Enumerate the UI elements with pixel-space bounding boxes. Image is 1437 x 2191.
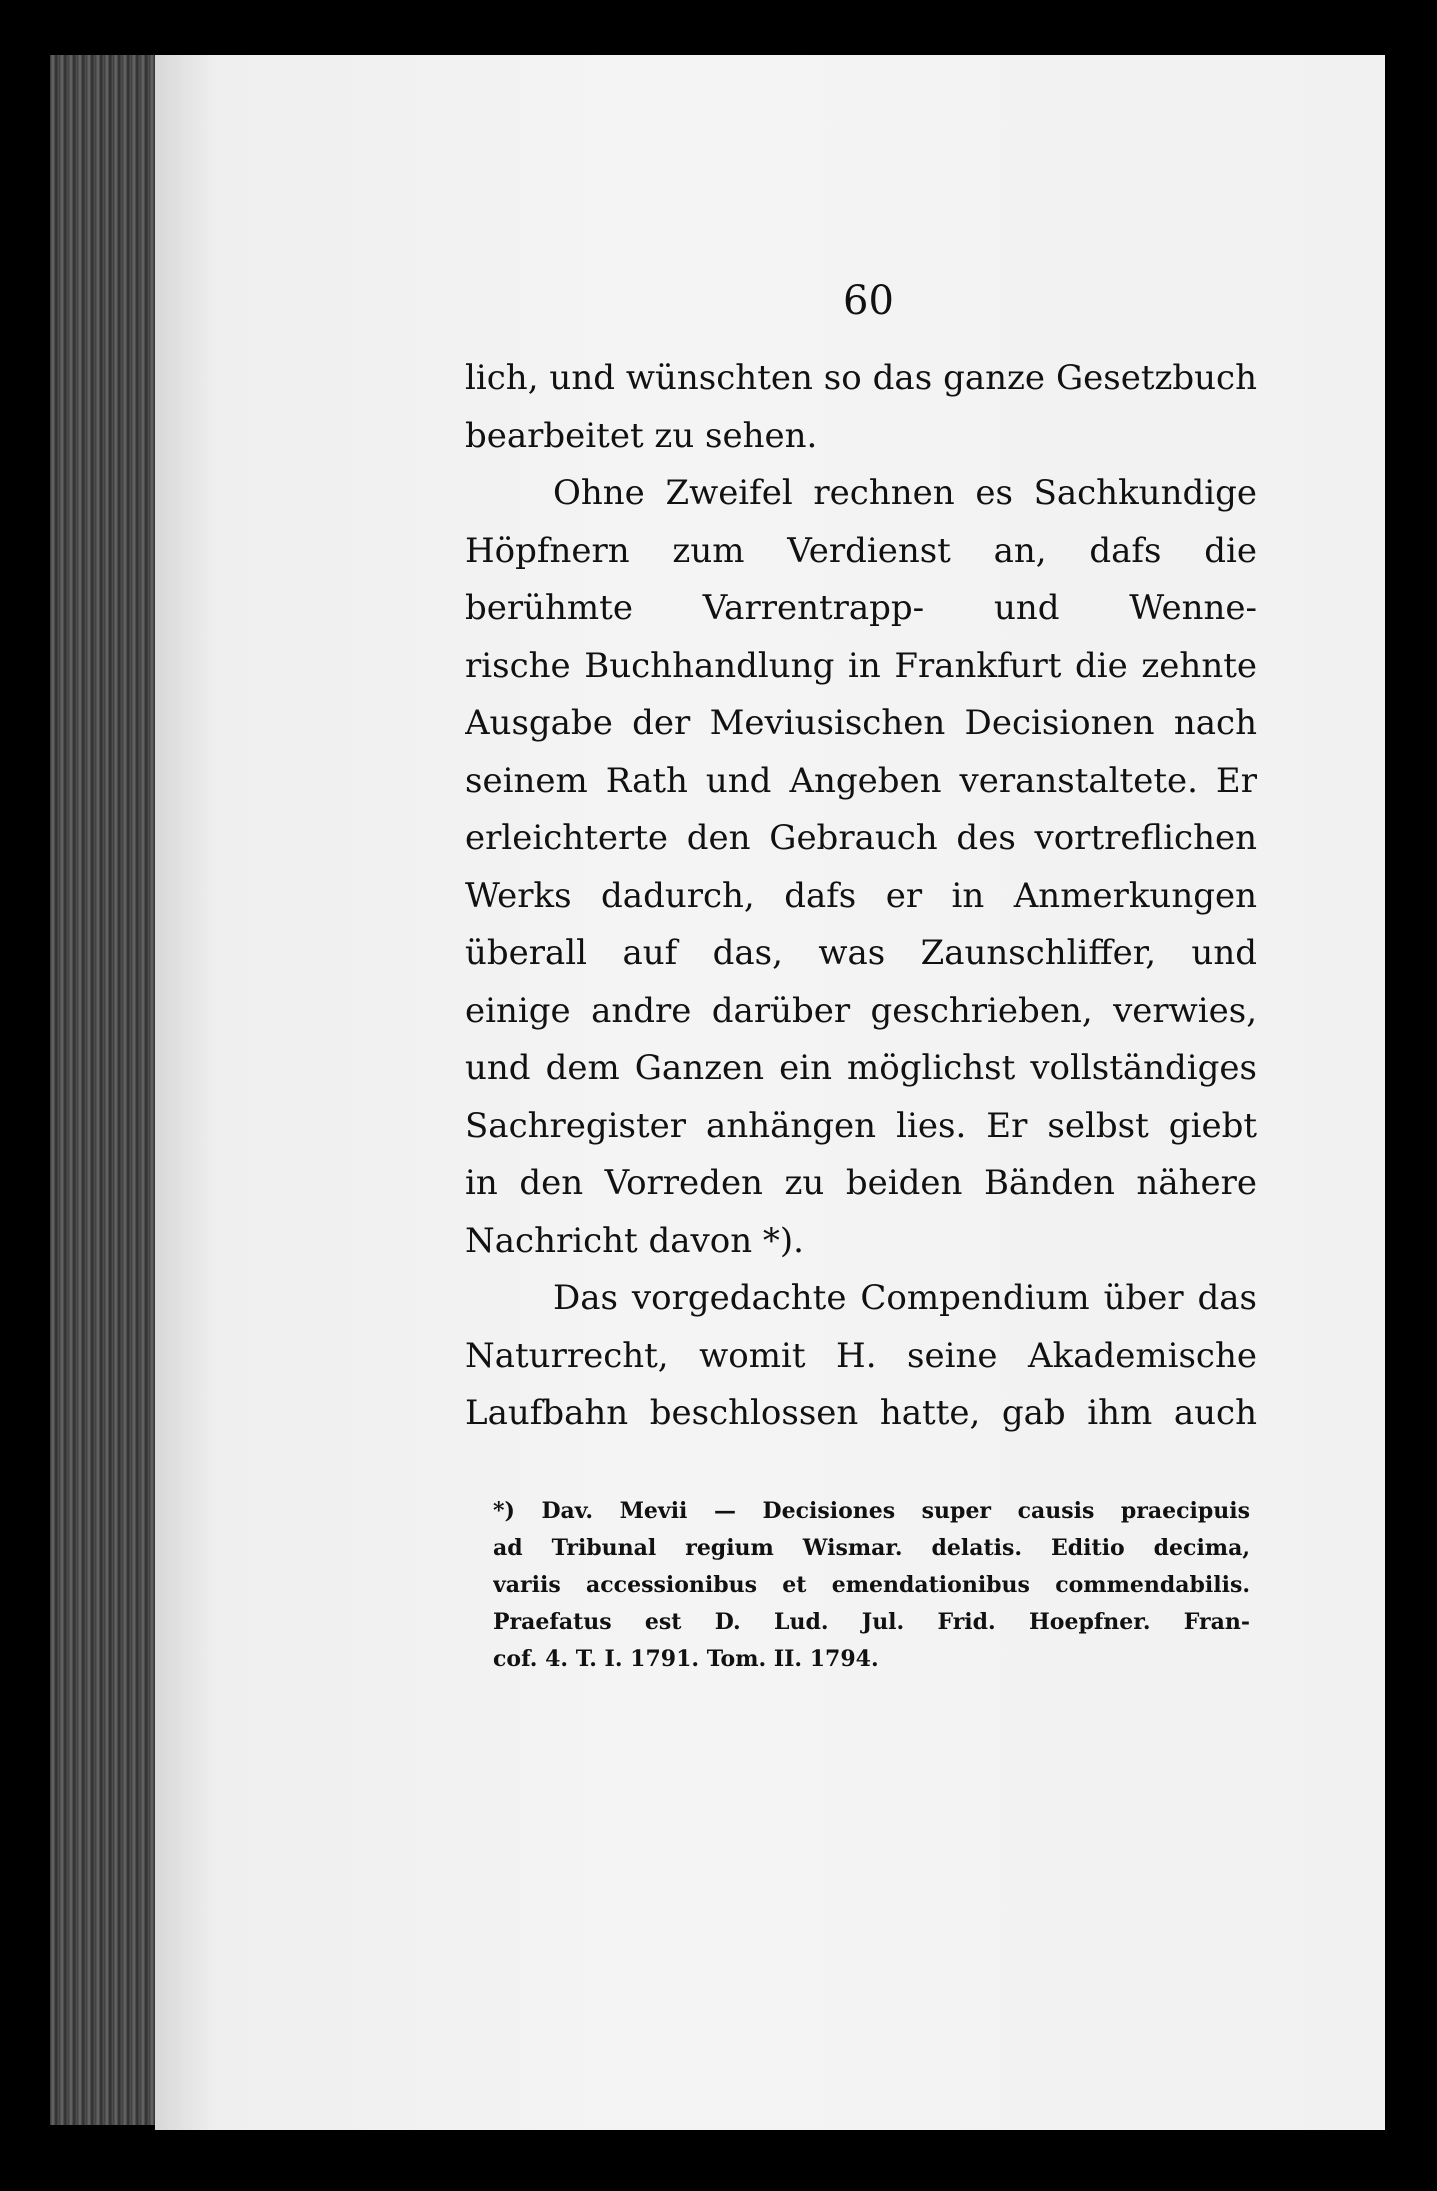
body-line: Werks dadurch, dafs er in Anmerkungen — [465, 875, 1257, 916]
body-line: bearbeitet zu sehen. — [465, 415, 818, 456]
footnote-line: *) Dav. Mevii — Decisiones super causis praecipuis — [493, 1498, 1250, 1524]
book-spine-edge — [50, 55, 160, 2125]
body-line: einige andre darüber geschrieben, verwies, — [465, 990, 1257, 1031]
footnote — [493, 1493, 1250, 1678]
body-line: berühmte Varrentrapp- und Wenne- — [465, 588, 1257, 628]
body-text — [465, 350, 1257, 1443]
body-line: seinem Rath und Angeben veranstaltete. Er — [465, 760, 1257, 801]
body-line: Ohne Zweifel rechnen es Sachkundige — [553, 473, 1257, 513]
body-line: und dem Ganzen ein möglichst vollständiges — [465, 1048, 1257, 1088]
body-line: Sachregister anhängen lies. Er selbst giebt — [465, 1105, 1257, 1146]
footnote-line: ad Tribunal regium Wismar. delatis. Editio decima, — [493, 1535, 1250, 1561]
body-line: überall auf das, was Zaunschliffer, und — [465, 933, 1257, 973]
body-line: in den Vorreden zu beiden Bänden nähere — [465, 1163, 1257, 1203]
body-line: Höpfnern zum Verdienst an, dafs die — [465, 530, 1257, 571]
footnote-line: cof. 4. T. I. 1791. Tom. II. 1794. — [493, 1646, 879, 1672]
body-line: Ausgabe der Meviusischen Decisionen nach — [465, 703, 1257, 743]
body-line: Das vorgedachte Compendium über das — [553, 1278, 1257, 1318]
body-line: Nachricht davon *). — [465, 1220, 804, 1261]
body-line: lich, und wünschten so das ganze Gesetzbuch — [465, 358, 1257, 398]
body-line: erleichterte den Gebrauch des vortreflichen — [465, 818, 1257, 858]
body-line: Laufbahn beschlossen hatte, gab ihm auch — [465, 1393, 1257, 1433]
body-line: rische Buchhandlung in Frankfurt die zehnte — [465, 645, 1257, 686]
page-number: 60 — [843, 278, 894, 324]
footnote-line: Praefatus est D. Lud. Jul. Frid. Hoepfner. Fran- — [493, 1609, 1250, 1635]
body-line: Naturrecht, womit H. seine Akademische — [465, 1335, 1257, 1376]
footnote-line: variis accessionibus et emendationibus commendabilis. — [493, 1572, 1250, 1598]
